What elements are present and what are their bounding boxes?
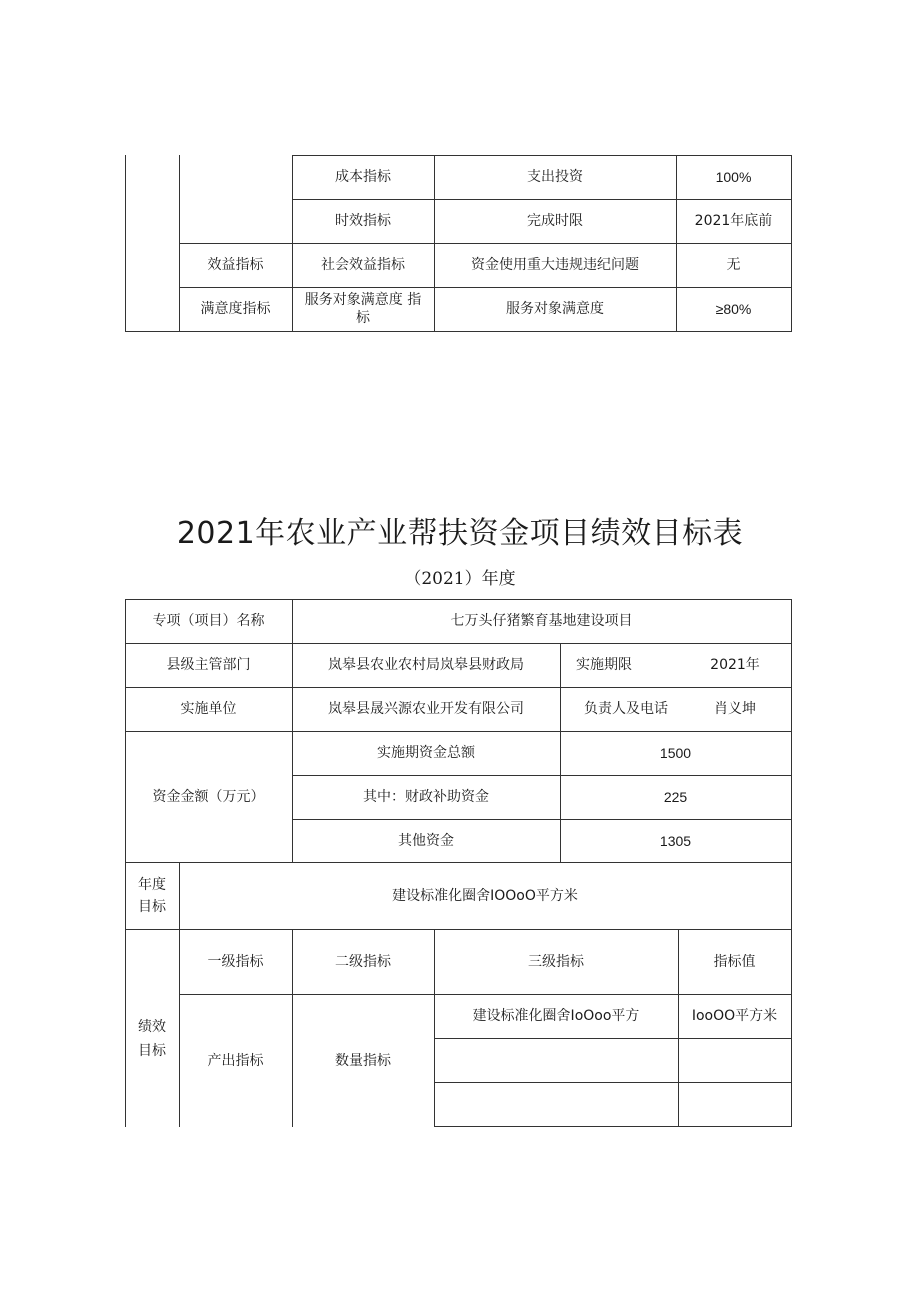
- performance-goal-label-line2: 目标: [138, 1043, 166, 1059]
- annual-goal-label-line2: 目标: [138, 898, 166, 915]
- contact-value: 肖义坤: [714, 701, 756, 717]
- unit-label: 实施单位: [180, 701, 237, 717]
- period-value: 2021年: [710, 657, 760, 673]
- performance-goal-label-line1: 绩效: [138, 1019, 166, 1035]
- service-satisfaction-indicator-cell: 服务对象满意度 指标: [304, 292, 422, 326]
- annual-goal-label-line1: 年度: [138, 876, 166, 893]
- total-funds-label: 实施期资金总额: [377, 745, 475, 761]
- satisfaction-indicator-cell: 满意度指标: [200, 301, 271, 317]
- project-name-value: 七万头仔猪繁育基地建设项目: [450, 613, 633, 629]
- benefit-indicator-cell: 效益指标: [207, 257, 264, 273]
- header-tier2: 二级指标: [335, 953, 391, 970]
- completion-deadline-cell: 完成时限: [527, 213, 583, 229]
- social-benefit-cell: 社会效益指标: [321, 257, 405, 273]
- cost-indicator-cell: 成本指标: [335, 169, 391, 185]
- header-tier1: 一级指标: [207, 953, 264, 970]
- total-funds-value: 1500: [659, 745, 692, 761]
- quantity-indicator-cell: 数量指标: [335, 1052, 391, 1069]
- annual-goal-label: [125, 862, 179, 929]
- page-title: 2021年农业产业帮扶资金项目绩效目标表: [176, 516, 744, 551]
- deadline-value-cell: 2021年底前: [694, 213, 773, 229]
- construction-value-cell: IooOO平方米: [691, 1008, 778, 1024]
- department-value: 岚皋县农业农村局岚皋县财政局: [328, 657, 524, 673]
- expense-investment-cell: 支出投资: [527, 169, 583, 185]
- output-indicator-cell: 产出指标: [207, 1052, 264, 1069]
- department-label: 县级主管部门: [166, 657, 251, 673]
- header-tier3: 三级指标: [528, 953, 584, 970]
- page-subtitle: （2021）年度: [404, 569, 516, 589]
- header-value: 指标值: [713, 953, 756, 970]
- timeliness-indicator-cell: 时效指标: [335, 213, 391, 229]
- fiscal-subsidy-label: 其中：财政补助资金: [363, 789, 489, 805]
- construction-indicator-cell: 建设标准化圈舍IoOoo平方: [472, 1008, 640, 1024]
- project-name-label: 专项（项目）名称: [152, 613, 265, 629]
- other-funds-label: 其他资金: [398, 832, 454, 849]
- performance-goal-label: [125, 994, 179, 1084]
- other-funds-value: 1305: [659, 832, 692, 849]
- unit-value: 岚皋县晟兴源农业开发有限公司: [328, 701, 524, 717]
- violation-value-cell: 无: [726, 257, 741, 273]
- funds-label: 资金金额（万元）: [152, 788, 265, 805]
- annual-goal-value: 建设标准化圈舍IOOoO平方米: [392, 887, 578, 904]
- satisfaction-value-cell: ≥80%: [715, 301, 752, 317]
- expense-value-cell: 100%: [715, 169, 752, 185]
- violation-issue-cell: 资金使用重大违规违纪问题: [471, 257, 639, 273]
- period-label: 实施期限: [576, 657, 632, 673]
- contact-label: 负责人及电话: [584, 701, 668, 717]
- service-satisfaction-cell: 服务对象满意度: [506, 301, 604, 317]
- fiscal-subsidy-value: 225: [663, 789, 688, 805]
